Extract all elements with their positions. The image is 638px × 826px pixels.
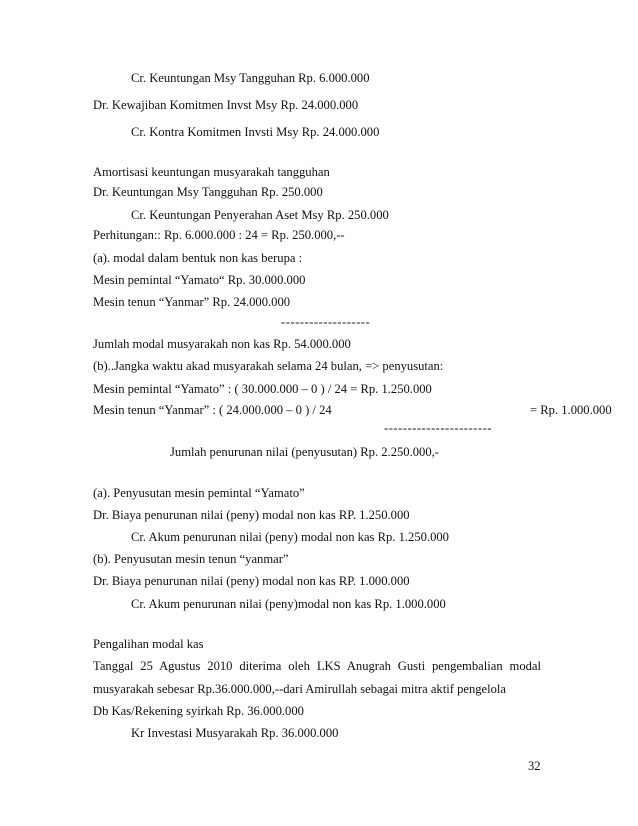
text-line: Jumlah modal musyarakah non kas Rp. 54.000.000 xyxy=(93,337,351,351)
section-heading: Pengalihan modal kas xyxy=(93,637,204,651)
total-line: Jumlah penurunan nilai (penyusutan) Rp. 2.250.000,- xyxy=(170,445,439,459)
text-line: Mesin pemintal “Yamato” : ( 30.000.000 – 0 ) / 24 = Rp. 1.250.000 xyxy=(93,382,432,396)
journal-line: Dr. Kewajiban Komitmen Invst Msy Rp. 24.000.000 xyxy=(93,98,359,112)
calculation-line: Perhitungan:: Rp. 6.000.000 : 24 = Rp. 250.000,-- xyxy=(93,228,345,242)
journal-line: Cr. Kontra Komitmen Invsti Msy Rp. 24.000.000 xyxy=(131,125,380,139)
text-line: Mesin pemintal “Yamato“ Rp. 30.000.000 xyxy=(93,273,306,287)
journal-line: Cr. Akum penurunan nilai (peny)modal non kas Rp. 1.000.000 xyxy=(131,597,446,611)
section-heading: (b). Penyusutan mesin tenun “yanmar” xyxy=(93,552,289,566)
sum-divider: ------------------- xyxy=(281,315,371,329)
calculation-expression: Mesin tenun “Yanmar” : ( 24.000.000 – 0 ) / 24 xyxy=(93,403,332,417)
journal-line: Dr. Biaya penurunan nilai (peny) modal non kas RP. 1.000.000 xyxy=(93,574,410,588)
journal-line: Dr. Keuntungan Msy Tangguhan Rp. 250.000 xyxy=(93,185,323,199)
paragraph-line: Tanggal 25 Agustus 2010 diterima oleh LKS Anugrah Gusti pengembalian modal xyxy=(93,659,541,673)
journal-line: Cr. Keuntungan Penyerahan Aset Msy Rp. 250.000 xyxy=(131,208,389,222)
text-line: (b)..Jangka waktu akad musyarakah selama 24 bulan, => penyusutan: xyxy=(93,359,444,373)
section-heading: (a). Penyusutan mesin pemintal “Yamato” xyxy=(93,486,305,500)
journal-line: Cr. Keuntungan Msy Tangguhan Rp. 6.000.000 xyxy=(131,71,370,85)
journal-line: Db Kas/Rekening syirkah Rp. 36.000.000 xyxy=(93,704,304,718)
text-line: Mesin tenun “Yanmar” Rp. 24.000.000 xyxy=(93,295,291,309)
text-line xyxy=(93,402,612,418)
journal-line: Cr. Akum penurunan nilai (peny) modal non kas Rp. 1.250.000 xyxy=(131,530,449,544)
journal-line: Kr Investasi Musyarakah Rp. 36.000.000 xyxy=(131,726,339,740)
section-heading: Amortisasi keuntungan musyarakah tangguhan xyxy=(93,165,330,179)
journal-line: Dr. Biaya penurunan nilai (peny) modal non kas RP. 1.250.000 xyxy=(93,508,410,522)
sum-divider: ----------------------- xyxy=(384,421,492,435)
text-line: (a). modal dalam bentuk non kas berupa : xyxy=(93,251,303,265)
page-number: 32 xyxy=(528,759,541,773)
paragraph-line: musyarakah sebesar Rp.36.000.000,--dari Amirullah sebagai mitra aktif pengelola xyxy=(93,682,507,696)
calculation-result: = Rp. 1.000.000 xyxy=(530,403,612,417)
